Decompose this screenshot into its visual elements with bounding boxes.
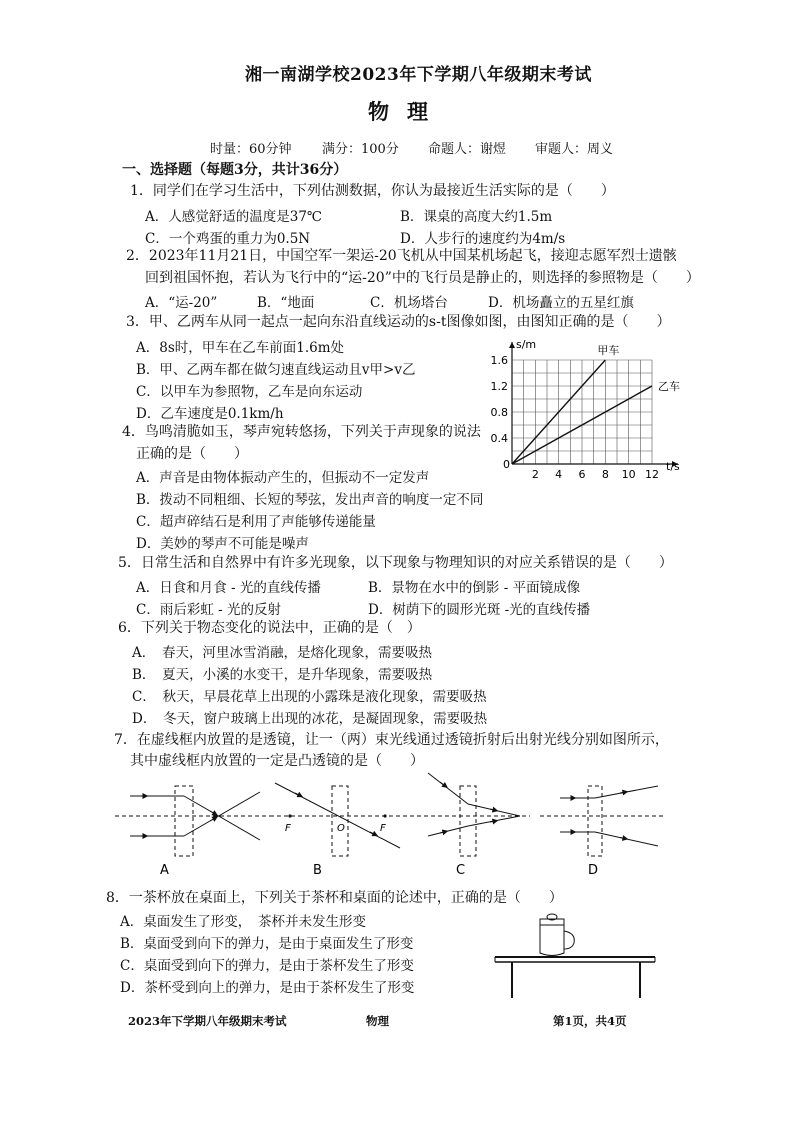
teacup-table-figure (490, 905, 660, 1000)
y-tick-label: 0.8 (490, 406, 508, 419)
exam-time: 时量：60分钟 (210, 142, 292, 157)
q7-line2: 其中虚线框内放置的一定是凸透镜的是（ ） (130, 753, 424, 769)
lens-label-b: B (313, 863, 322, 878)
y-axis-label: s/m (516, 338, 537, 351)
x-tick-label: 6 (578, 468, 586, 481)
lens-label-a: A (160, 863, 169, 878)
y-tick-label: 1.2 (490, 380, 508, 393)
focus-label-right: F (380, 823, 386, 834)
q5-option-b: B．景物在水中的倒影 - 平面镜成像 (368, 580, 581, 596)
q1-stem: 1．同学们在学习生活中，下列估测数据，你认为最接近生活实际的是（ ） (130, 183, 615, 199)
focus-label-left: F (285, 823, 291, 834)
q4-option-b: B．拨动不同粗细、长短的琴弦，发出声音的响度一定不同 (136, 492, 484, 508)
q6-option-c: C． 秋天，早晨花草上出现的小露珠是液化现象，需要吸热 (132, 689, 487, 705)
lens-diagram-b (270, 783, 410, 878)
q1-option-a: A．人感觉舒适的温度是37℃ (145, 209, 323, 225)
q8-option-c: C．桌面受到向下的弹力，是由于茶杯发生了形变 (120, 958, 414, 974)
q2-option-d: D．机场矗立的五星红旗 (488, 295, 634, 311)
q1-option-c: C．一个鸡蛋的重力为0.5N (145, 231, 311, 247)
q8-option-d: D．茶杯受到向上的弹力，是由于茶杯发生了形变 (120, 980, 415, 996)
q6-stem: 6．下列关于物态变化的说法中，正确的是（ ） (118, 620, 421, 636)
q3-option-c: C．以甲车为参照物，乙车是向东运动 (136, 384, 363, 400)
q2-line2: 回到祖国怀抱，若认为飞行中的“运-20”中的飞行员是静止的，则选择的参照物是（ ） (145, 270, 700, 286)
series-label-0: 甲车 (597, 344, 620, 357)
q2-option-b: B．“地面 (257, 295, 315, 311)
x-tick-label: 2 (531, 468, 539, 481)
x-tick-label: 10 (621, 468, 636, 481)
x-axis-label: t/s (666, 460, 680, 473)
st-graph-grid (512, 360, 652, 464)
x-tick-label: 8 (601, 468, 609, 481)
lens-diagram-d (540, 786, 665, 878)
origin-label: 0 (503, 458, 510, 471)
lens-diagrams (110, 768, 680, 883)
q6-option-b: B． 夏天，小溪的水变干，是升华现象，需要吸热 (132, 667, 433, 683)
section-heading: 一、选择题（每题3分，共计36分） (122, 162, 348, 178)
exam-title: 湘一南湖学校2023年下学期八年级期末考试 (245, 65, 592, 85)
q2-option-a: A．“运-20” (145, 295, 218, 311)
q1-option-b: B．课桌的高度大约1.5m (400, 209, 553, 225)
q4-option-a: A．声音是由物体振动产生的，但振动不一定发声 (136, 470, 430, 486)
y-tick-label: 0.4 (490, 432, 508, 445)
q4-option-d: D．美妙的琴声不可能是噪声 (136, 536, 309, 552)
q1-option-d: D．人步行的速度约为4m/s (400, 231, 566, 247)
q2-option-c: C．机场塔台 (370, 295, 448, 311)
footer-left: 2023年下学期八年级期末考试 (128, 1014, 287, 1028)
lens-diagram-a (115, 786, 270, 878)
q3-option-b: B．甲、乙两车都在做匀速直线运动且v甲>v乙 (136, 362, 416, 378)
q8-option-a: A．桌面发生了形变， 茶杯并未发生形变 (120, 914, 366, 930)
exam-author: 命题人：谢煜 (428, 142, 507, 157)
q5-option-a: A．日食和月食 - 光的直线传播 (136, 580, 321, 596)
q4-option-c: C．超声碎结石是利用了声能够传递能量 (136, 514, 376, 530)
q5-option-d: D．树荫下的圆形光斑 -光的直线传播 (368, 602, 591, 618)
q8-stem: 8．一茶杯放在桌面上，下列关于茶杯和桌面的论述中，正确的是（ ） (106, 890, 563, 906)
exam-reviewer: 审题人：周义 (535, 142, 614, 157)
q4-line1: 4．鸟鸣清脆如玉，琴声宛转悠扬，下列关于声现象的说法 (122, 424, 481, 440)
footer-center: 物理 (366, 1014, 389, 1028)
q4-line2: 正确的是（ ） (136, 446, 248, 462)
st-graph-series (512, 344, 680, 464)
center-label: O (337, 823, 345, 834)
exam-score: 满分：100分 (322, 142, 399, 157)
q3-stem: 3．甲、乙两车从同一起点一起向东沿直线运动的s-t图像如图，由图知正确的是（ ） (126, 314, 671, 330)
x-tick-label: 4 (555, 468, 563, 481)
q2-line1: 2．2023年11月21日，中国空军一架运-20飞机从中国某机场起飞，接迎志愿军烈士遗骸 (126, 248, 677, 264)
subject-title: 物理 (368, 99, 446, 124)
q3-option-a: A．8s时，甲车在乙车前面1.6m处 (136, 340, 345, 356)
footer-page: 第1页，共4页 (553, 1014, 627, 1028)
q6-option-a: A． 春天，河里冰雪消融，是熔化现象，需要吸热 (132, 645, 432, 661)
lens-label-d: D (588, 863, 599, 878)
lens-diagram-c (410, 773, 530, 878)
st-graph (480, 334, 700, 494)
q7-line1: 7．在虚线框内放置的是透镜，让一（两）束光线通过透镜折射后出射光线分别如图所示， (114, 732, 669, 748)
x-tick-label: 12 (645, 468, 659, 481)
series-label-1: 乙车 (658, 380, 680, 393)
q5-stem: 5．日常生活和自然界中有许多光现象，以下现象与物理知识的对应关系错误的是（ ） (118, 555, 673, 571)
y-axis-arrow (509, 342, 515, 348)
y-tick-label: 1.6 (490, 354, 508, 367)
q8-option-b: B．桌面受到向下的弹力，是由于桌面发生了形变 (120, 936, 414, 952)
q3-option-d: D．乙车速度是0.1km/h (136, 406, 284, 422)
q5-option-c: C．雨后彩虹 - 光的反射 (136, 602, 281, 618)
lens-label-c: C (456, 863, 466, 878)
q6-option-d: D． 冬天，窗户玻璃上出现的冰花，是凝固现象，需要吸热 (132, 711, 488, 727)
